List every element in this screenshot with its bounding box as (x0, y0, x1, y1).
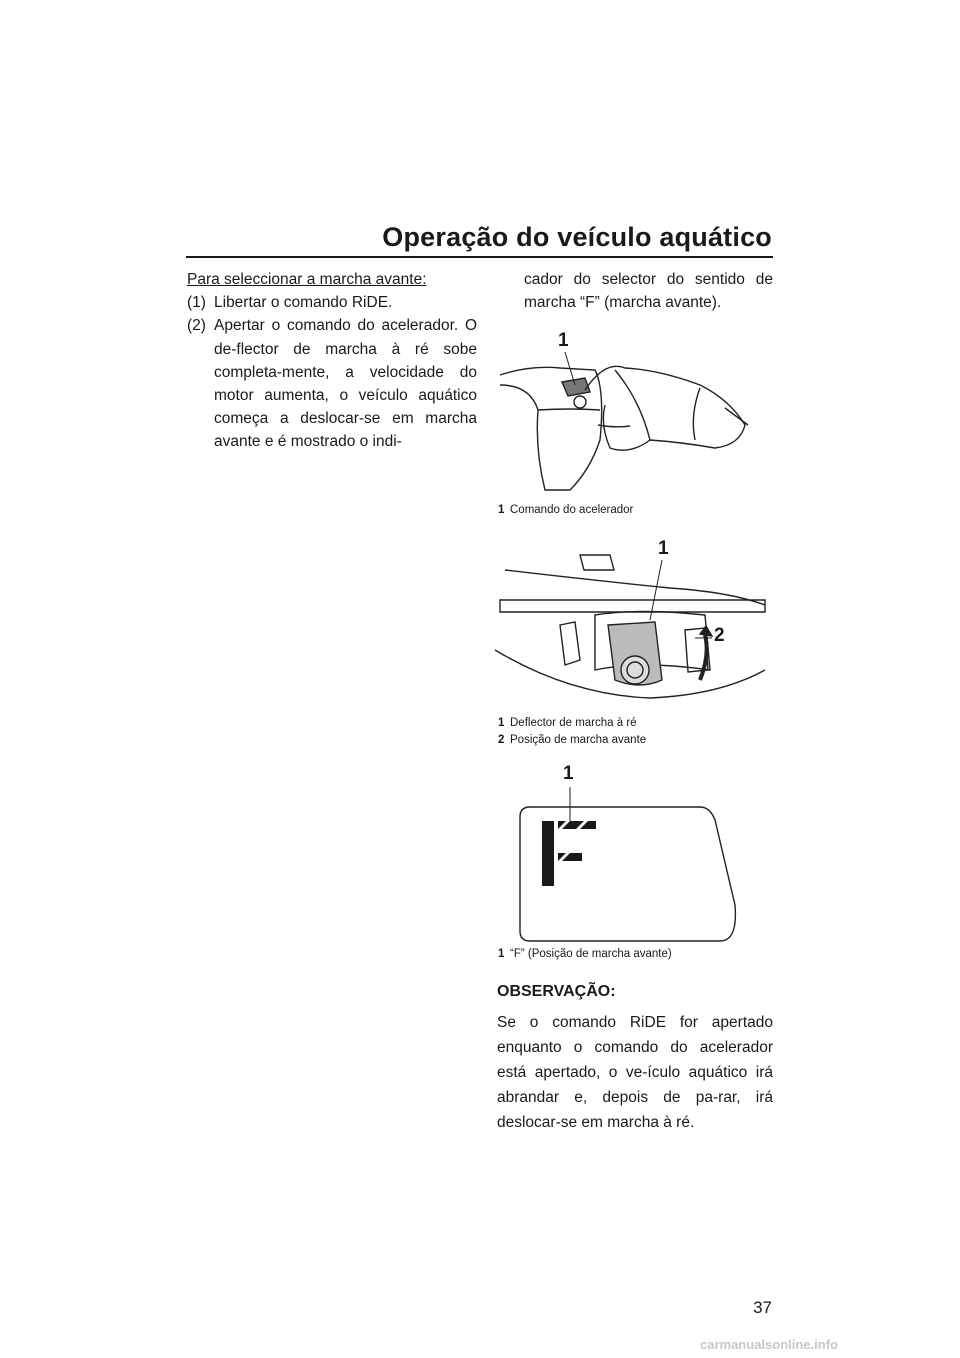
left-column (187, 268, 477, 454)
indicator-illustration (490, 765, 773, 945)
callout-1: 1 (563, 763, 574, 784)
callout-1: 1 (558, 330, 569, 351)
callout-lines (490, 530, 773, 710)
step-number: (2) (187, 317, 206, 335)
step-text: Apertar o comando do acelerador. O de-flector de marcha à ré sobe completa-mente, a velocidade do motor aumenta, o veículo aquático começa a deslocar-se em marcha avante e é mostrado o indi- (214, 317, 477, 451)
step-2 (187, 314, 477, 453)
step-1 (187, 291, 477, 314)
step-text: Libertar o comando RiDE. (214, 294, 393, 312)
figure-throttle (490, 330, 773, 500)
figure-3-captions (490, 946, 781, 963)
caption: 2 Posição de marcha avante (498, 734, 647, 746)
figure-2-captions (490, 715, 781, 749)
watermark: carmanualsonline.info (700, 1337, 838, 1352)
page-number: 37 (753, 1298, 772, 1317)
step-2-continuation: cador do selector do sentido de marcha “F” (marcha avante). (524, 271, 773, 312)
note-heading: OBSERVAÇÃO: (497, 983, 616, 1000)
figure-1-captions (490, 502, 781, 519)
caption: 1 Comando do acelerador (498, 504, 634, 516)
caption: 1 “F” (Posição de marcha avante) (498, 948, 672, 960)
figure-indicator (490, 765, 773, 945)
figure-deflector (490, 530, 773, 710)
note-text: Se o comando RiDE for apertado enquanto o comando do acelerador está apertado, o ve-ículo aquático irá abrandar e, depois de pa-rar, irá deslocar-se em marcha à ré. (497, 1014, 773, 1131)
callout-2: 2 (714, 625, 725, 646)
callout-line (490, 330, 773, 500)
section-heading: Para seleccionar a marcha avante: (187, 271, 427, 288)
header-rule (186, 256, 773, 258)
caption: 1 Deflector de marcha à ré (498, 717, 637, 729)
callout-1: 1 (658, 538, 669, 559)
page-title: Operação do veículo aquático (382, 222, 772, 252)
step-number: (1) (187, 294, 206, 312)
